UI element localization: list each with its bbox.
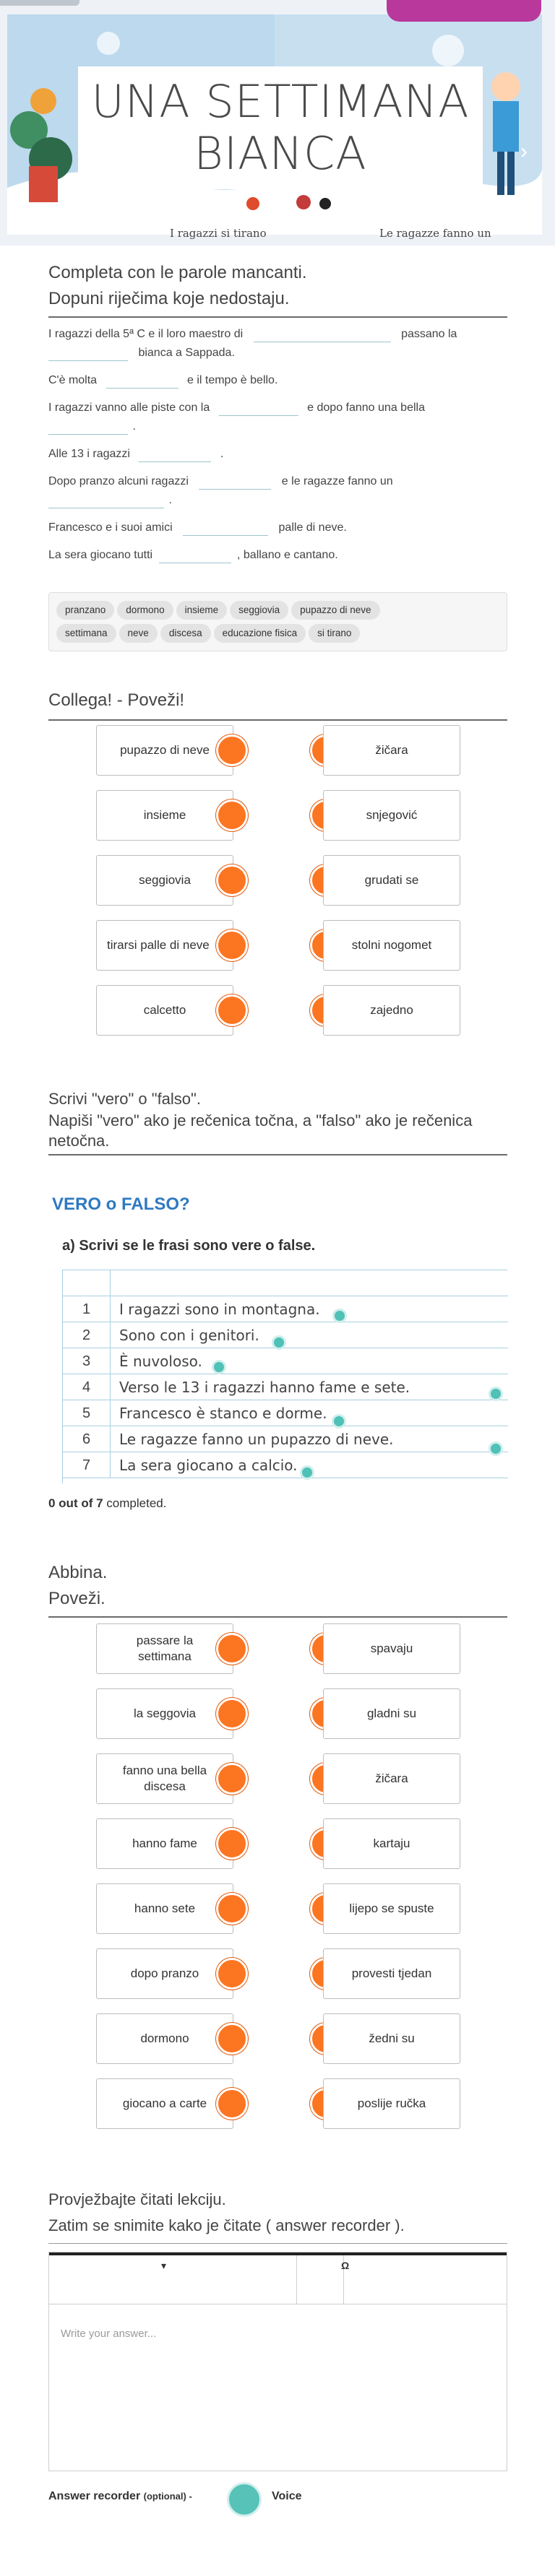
- match2-left-item[interactable]: hanno fame: [96, 1818, 233, 1869]
- match2-right-item[interactable]: kartaju: [323, 1818, 460, 1869]
- toolbar-group: [297, 2255, 344, 2304]
- match2-left-item[interactable]: dormono: [96, 2013, 233, 2064]
- match2-left-item[interactable]: hanno sete: [96, 1883, 233, 1934]
- match2-title: Abbina.: [48, 1563, 108, 1582]
- blank-input-5[interactable]: [48, 422, 128, 435]
- exercise-title: Completa con le parole mancanti.: [48, 263, 307, 282]
- blank-input-1[interactable]: [254, 329, 391, 342]
- sentence-5-cont: .: [48, 493, 172, 508]
- match1-left-item[interactable]: calcetto: [96, 985, 233, 1036]
- toolbar-group: [49, 2255, 297, 2304]
- chevron-right-icon[interactable]: ›: [520, 139, 528, 163]
- word-chip[interactable]: si tirano: [309, 624, 360, 643]
- match1-left-connector[interactable]: [216, 734, 248, 766]
- match2-right-item[interactable]: spavaju: [323, 1623, 460, 1674]
- hero-top-pill: [0, 0, 79, 6]
- vf-row: 4 Verso le 13 i ragazzi hanno fame e sete.: [63, 1374, 508, 1400]
- vf-instruction-1: Scrivi "vero" o "falso".: [48, 1090, 201, 1108]
- hero-caption-right: Le ragazze fanno un: [379, 227, 491, 240]
- blank-input-6[interactable]: [139, 449, 211, 462]
- divider: [48, 316, 507, 318]
- sentence-4: Alle 13 i ragazzi .: [48, 446, 223, 462]
- fill-exercise-body: [48, 326, 507, 586]
- vf-header-cell: [63, 1270, 111, 1296]
- match1-right-item[interactable]: stolni nogomet: [323, 920, 460, 971]
- fill-exercise-header: [48, 260, 507, 318]
- hero-corner-ribbon: [387, 0, 541, 22]
- sentence-1: I ragazzi della 5ª C e il loro maestro di passano la: [48, 326, 457, 342]
- blank-input-7[interactable]: [199, 477, 271, 490]
- match2-left-connector[interactable]: [216, 1633, 248, 1665]
- match2-left-item[interactable]: la seggovia: [96, 1688, 233, 1739]
- vf-row: 2 Sono con i genitori.: [63, 1322, 508, 1348]
- answer-textarea-placeholder[interactable]: Write your answer...: [61, 2328, 157, 2340]
- match2-left-connector[interactable]: [216, 1828, 248, 1860]
- recorder-instruction-1: Provježbajte čitati lekciju.: [48, 2190, 226, 2208]
- hero-banner-image: [0, 0, 555, 246]
- sentence-6: Francesco e i suoi amici palle di neve.: [48, 520, 347, 536]
- chevron-down-icon[interactable]: ▾: [161, 2260, 167, 2271]
- word-chip[interactable]: neve: [119, 624, 158, 643]
- match1-title: Collega! - Poveži!: [48, 690, 185, 710]
- vf-hotspot[interactable]: [272, 1335, 286, 1350]
- special-characters-icon[interactable]: Ω: [341, 2260, 350, 2271]
- vf-table: [62, 1270, 507, 1483]
- match1-left-connector[interactable]: [216, 994, 248, 1026]
- match1-left-connector[interactable]: [216, 799, 248, 831]
- match2-right-item[interactable]: poslije ručka: [323, 2078, 460, 2129]
- blank-input-4[interactable]: [219, 403, 298, 416]
- divider: [48, 719, 507, 721]
- match1-right-item[interactable]: snjegović: [323, 790, 460, 841]
- match2-left-item[interactable]: dopo pranzo: [96, 1948, 233, 1999]
- blank-input-2[interactable]: [48, 348, 128, 361]
- match1-left-item[interactable]: tirarsi palle di neve: [96, 920, 233, 971]
- word-bank: [48, 592, 507, 651]
- vf-row: 5 Francesco è stanco e dorme.: [63, 1400, 508, 1426]
- match2-left-item[interactable]: passare la settimana: [96, 1623, 233, 1674]
- match2-subtitle: Poveži.: [48, 1589, 106, 1608]
- record-button[interactable]: [227, 2482, 262, 2517]
- word-chip[interactable]: pupazzo di neve: [291, 601, 379, 620]
- sentence-2: C'è molta e il tempo è bello.: [48, 373, 278, 389]
- match2-right-item[interactable]: provesti tjedan: [323, 1948, 460, 1999]
- match2-left-connector[interactable]: [216, 1958, 248, 1990]
- vf-instruction-2: Napiši "vero" ako je rečenica točna, a "falso" ako je rečenica netočna.: [48, 1111, 473, 1150]
- vf-header-cell: [111, 1270, 508, 1296]
- match1-left-connector[interactable]: [216, 929, 248, 961]
- vf-heading: VERO o FALSO?: [52, 1194, 190, 1214]
- hero-caption-left: I ragazzi si tirano: [170, 227, 267, 240]
- vf-row: 6 Le ragazze fanno un pupazzo di neve.: [63, 1426, 508, 1452]
- match2-right-item[interactable]: gladni su: [323, 1688, 460, 1739]
- match1-left-connector[interactable]: [216, 864, 248, 896]
- match1-right-item[interactable]: zajedno: [323, 985, 460, 1036]
- recorder-instruction-2: Zatim se snimite kako je čitate ( answer recorder ).: [48, 2216, 405, 2234]
- match2-right-item[interactable]: lijepo se spuste: [323, 1883, 460, 1934]
- word-chip[interactable]: insieme: [176, 601, 228, 620]
- sentence-7: La sera giocano tutti , ballano e cantano.: [48, 547, 338, 563]
- match1-right-item[interactable]: grudati se: [323, 855, 460, 906]
- sentence-5: Dopo pranzo alcuni ragazzi e le ragazze fanno un: [48, 474, 393, 490]
- vf-row: 7 La sera giocano a calcio.: [63, 1452, 508, 1478]
- answer-editor: [48, 2252, 507, 2471]
- vf-row: 3 È nuvoloso.: [63, 1348, 508, 1374]
- sentence-3: I ragazzi vanno alle piste con la e dopo fanno una bella: [48, 400, 425, 416]
- match1-left-item[interactable]: pupazzo di neve: [96, 725, 233, 776]
- match2-left-connector[interactable]: [216, 2023, 248, 2055]
- word-chip[interactable]: discesa: [160, 624, 211, 643]
- divider: [48, 1154, 507, 1155]
- match2-left-connector[interactable]: [216, 1893, 248, 1925]
- match1-left-item[interactable]: insieme: [96, 790, 233, 841]
- word-chip[interactable]: dormono: [117, 601, 173, 620]
- match2-right-item[interactable]: žičara: [323, 1753, 460, 1804]
- blank-input-3[interactable]: [106, 376, 178, 389]
- sentence-1-cont: bianca a Sappada.: [48, 345, 235, 361]
- vf-subheading: a) Scrivi se le frasi sono vere o false.: [62, 1238, 316, 1254]
- match2-left-connector[interactable]: [216, 1698, 248, 1730]
- vf-hotspot[interactable]: [212, 1360, 226, 1374]
- vf-hotspot[interactable]: [489, 1387, 503, 1401]
- match2-left-connector[interactable]: [216, 1763, 248, 1795]
- match1-right-item[interactable]: žičara: [323, 725, 460, 776]
- vf-hotspot[interactable]: [332, 1414, 346, 1428]
- blank-input-9[interactable]: [183, 523, 268, 536]
- vero-falso-instructions: [48, 1088, 507, 1155]
- match2-left-connector[interactable]: [216, 2088, 248, 2120]
- vf-hotspot[interactable]: [489, 1441, 503, 1456]
- match1-left-item[interactable]: seggiovia: [96, 855, 233, 906]
- page-title: UNA SETTIMANA BIANCA: [91, 75, 470, 180]
- match2-left-item[interactable]: giocano a carte: [96, 2078, 233, 2129]
- divider: [48, 2243, 507, 2244]
- vf-row: 1 I ragazzi sono in montagna.: [63, 1296, 508, 1322]
- blank-input-10[interactable]: [159, 550, 231, 563]
- word-chip[interactable]: settimana: [56, 624, 116, 643]
- word-chip[interactable]: seggiovia: [230, 601, 288, 620]
- match2-right-item[interactable]: žedni su: [323, 2013, 460, 2064]
- vf-hotspot[interactable]: [332, 1309, 347, 1323]
- vf-hotspot[interactable]: [300, 1465, 314, 1480]
- blank-input-8[interactable]: [48, 495, 164, 508]
- recorder-instructions: [48, 2187, 507, 2244]
- sentence-3-cont: .: [48, 419, 136, 435]
- editor-toolbar: [49, 2252, 507, 2304]
- word-chip[interactable]: pranzano: [56, 601, 114, 620]
- divider: [48, 1616, 507, 1618]
- match1-header: [48, 688, 507, 721]
- voice-label: Voice: [272, 2490, 302, 2502]
- exercise-subtitle: Dopuni riječima koje nedostaju.: [48, 289, 290, 308]
- match2-header: [48, 1560, 507, 1618]
- hero-title-box: [78, 66, 483, 189]
- vf-progress-status: 0 out of 7 completed.: [48, 1496, 167, 1510]
- match2-left-item[interactable]: fanno una bella discesa: [96, 1753, 233, 1804]
- recorder-label: Answer recorder (optional) -: [48, 2490, 192, 2502]
- word-chip[interactable]: educazione fisica: [214, 624, 306, 643]
